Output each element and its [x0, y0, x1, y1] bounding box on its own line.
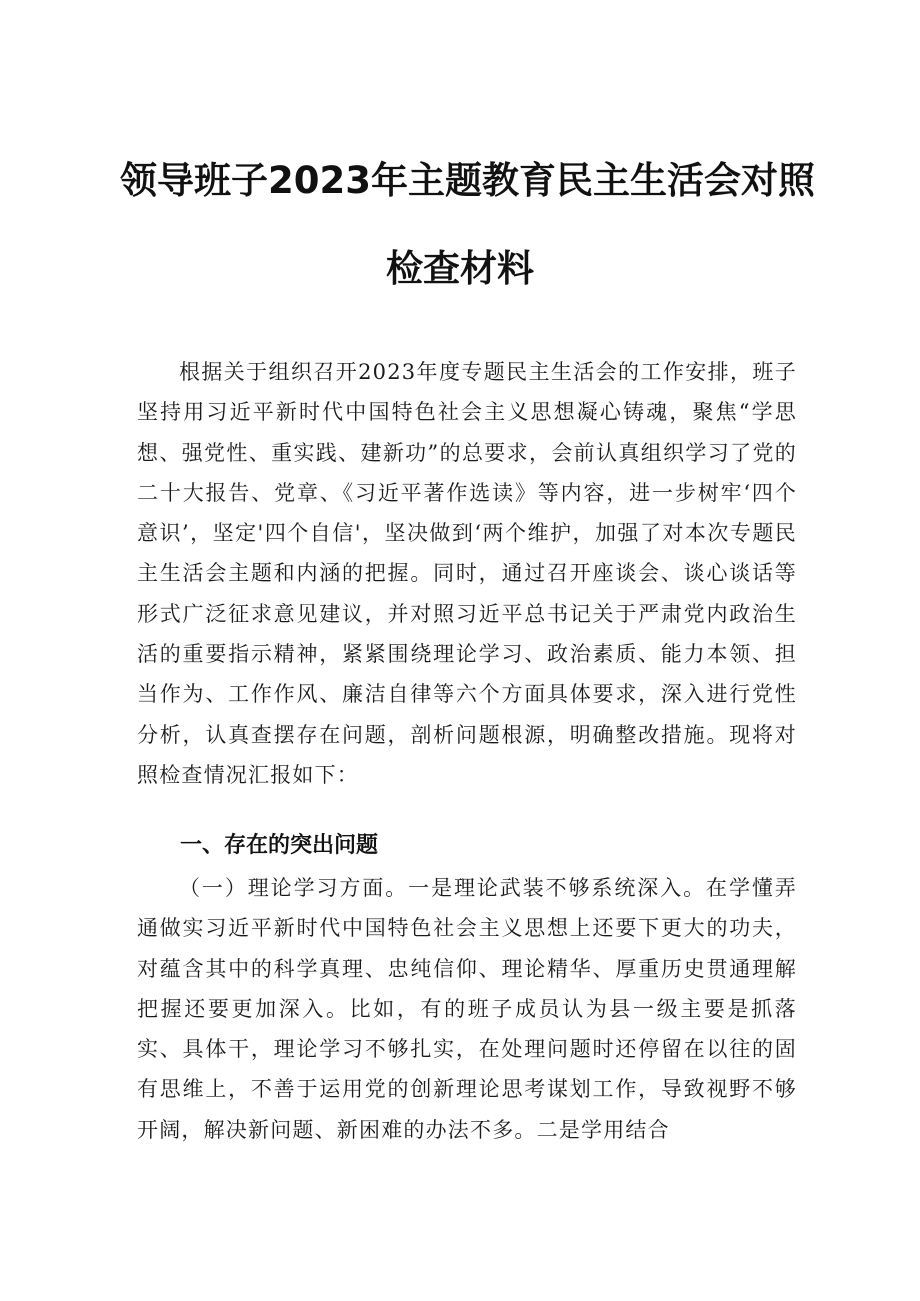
- theory-study-paragraph: （一）理论学习方面。一是理论武装不够系统深入。在学懂弄通做实习近平新时代中国特色社会主义思想上还要下更大的功夫，对蕴含其中的科学真理、忠纯信仰、理论精华、厚重历史贯通理解把握还要更加深入。比如，有的班子成员认为县一级主要是抓落实、具体干，理论学习不够扎实，在处理问题时还停留在以往的固有思维上，不善于运用党的创新理论思考谋划工作，导致视野不够开阔，解决新问题、新困难的办法不多。二是学用结合: [137, 876, 797, 1142]
- intro-paragraph: 根据关于组织召开2023年度专题民主生活会的工作安排，班子坚持用习近平新时代中国特色社会主义思想凝心铸魂，聚焦“学思想、强党性、重实践、建新功”的总要求，会前认真组织学习了党的二十大报告、党章、《习近平著作选读》等内容，进一步树牢‘四个意识’，坚定'四个自信'，坚决做到‘两个维护，加强了对本次专题民主生活会主题和内涵的把握。同时，通过召开座谈会、谈心谈话等形式广泛征求意见建议，并对照习近平总书记关于严肃党内政治生活的重要指示精神，紧紧围绕理论学习、政治素质、能力本领、担当作为、工作作风、廉洁自律等六个方面具体要求，深入进行党性分析，认真查摆存在问题，剖析问题根源，明确整改措施。现将对照检查情况汇报如下：: [137, 360, 797, 787]
- document-title-line-1: 领导班子2023年主题教育民主生活会对照: [120, 159, 815, 202]
- document-title-line-2: 检查材料: [386, 247, 534, 290]
- section-heading-problems: 一、存在的突出问题: [180, 833, 379, 858]
